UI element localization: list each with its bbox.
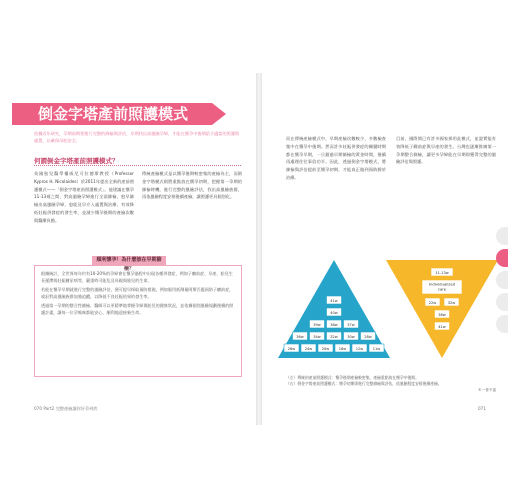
week-label: 11w — [372, 346, 381, 351]
week-label: 36w — [296, 334, 304, 339]
infobox-paragraph: 若能在懷孕早期就進行完整的風險評估，便可提早採取預防措施，例如服用低劑量阿斯匹靈預防子癇前症，或針對高風險族群加強追蹤，以降低不良妊娠結果的發生率。 — [41, 287, 234, 299]
side-tab-3[interactable] — [496, 271, 508, 289]
week-label: 36w — [438, 312, 446, 317]
right-page-folio: 071 — [478, 406, 486, 411]
week-label: 32w — [447, 300, 456, 305]
right-page — [262, 73, 508, 425]
week-label: 30w — [347, 334, 355, 339]
individualized-care-label: care — [437, 286, 447, 292]
week-label: 22w — [428, 300, 437, 305]
figure-caption — [286, 375, 496, 393]
side-tab-1[interactable] — [496, 227, 508, 245]
week-label: 34w — [313, 334, 321, 339]
week-label: 41w — [438, 324, 446, 329]
side-tab-4[interactable] — [496, 293, 508, 311]
side-tab-2-active[interactable] — [496, 249, 508, 267]
left-column-a: 英國胎兒醫學權威尼可拉德斯教授（Professor Kypros H. Nicolaides）於2011年提出全新的產前照護模式——「倒金字塔產前照護模式」。他建議在懷孕11-13週之間，對高風險孕婦進行全面篩檢，愈早篩檢出高風險孕婦，愈能及早介入處置與治療，有效降低妊娠併發症的發生率，並減少懷孕後期的產檢次數與醫療負擔。 — [34, 171, 134, 223]
week-label: 24w — [304, 346, 313, 351]
chapter-lead: 依據近年研究，孕期前期要進行完整的篩檢與評估，早期找出高風險孕婦，才能在懷孕中後期給予適當的照護與處置，以確保母胎安全。 — [34, 131, 240, 143]
week-label: 11-13w — [435, 270, 449, 275]
right-column-a: 而在傳統產檢模式中，早期產檢次數較少，多數檢查集中在懷孕中後期。然而許多妊娠併發症的關鍵時期都在懷孕早期，一旦錯過早期篩檢的黃金時間，後續再處理往往事倍功半。因此，透過倒金字塔模式，將篩檢與評估提前至懷孕初期，才能真正做到預防勝於治療。 — [286, 136, 386, 180]
left-page — [12, 73, 256, 425]
week-label: 12w — [355, 346, 364, 351]
infobox — [34, 265, 242, 377]
right-column-b: 目前，國際間已有許多國家採用此模式，並證實能有效降低子癇前症與早產的發生。台灣也逐漸推廣第一孕期整合篩檢，讓更多孕婦能在早期即獲得完整的風險評估與照護。 — [396, 136, 496, 165]
week-label: 26w — [287, 346, 296, 351]
side-tab-5[interactable] — [496, 315, 508, 333]
individualized-care-label: Individualized — [428, 281, 456, 287]
week-label: 37w — [347, 322, 355, 327]
infobox-paragraph: 透過第一孕期的整合性篩檢，醫師可以更精準地掌握孕婦與胎兒的健康狀況，並依據個別風險規劃後續的照護計畫，讓每一位孕媽咪都能安心、順利地迎接新生命。 — [41, 303, 234, 315]
infobox-paragraph: 根據統計，全世界每年約有10-20%的孕婦會在懷孕過程中出現各種併發症，例如子癇前症、早產、胎兒生長遲滯與妊娠糖尿病等，嚴重時可能危及母親與胎兒的生命。 — [41, 271, 233, 283]
week-label: 40w — [330, 310, 338, 315]
caption-credit: ©一者不遠 — [478, 388, 496, 392]
section-divider — [34, 165, 241, 166]
week-label: 38w — [330, 322, 338, 327]
caption-right: （右）倒金字塔產前照護模式：懷孕初期即進行完整篩檢與評估，依風險程度安排後續產檢。 — [286, 381, 442, 386]
section-question: 何謂倒金字塔產前照護模式？ — [34, 157, 119, 165]
week-label: 39w — [313, 322, 321, 327]
week-label: 28w — [364, 334, 372, 339]
left-column-b: 傳統產檢模式是以懷孕後期較密集的產檢為主，而倒金字塔模式則將重點放在懷孕初期，把握第一孕期的篩檢時機，進行完整的風險評估，找出高風險族群，再依風險程度安排後續產檢，讓照護更具個別化。 — [142, 171, 242, 200]
left-page-folio: 070 Part2 完整產檢讓你好孕到底 — [34, 406, 98, 411]
caption-left: （左）傳統的產前照護模式：懷孕後期產檢較密集，產檢重點放在懷孕中後期。 — [286, 375, 419, 380]
chapter-title: 倒金字塔產前照護模式 — [12, 103, 212, 125]
week-label: 41w — [330, 298, 338, 303]
week-label: 16w — [338, 346, 347, 351]
pyramid-diagram — [262, 258, 508, 368]
week-label: 32w — [330, 334, 338, 339]
pyramid-figure — [262, 258, 508, 368]
infobox-tab: 順利懷孕！為什麼該在早期篩檢？ — [92, 256, 166, 265]
week-label: 20w — [321, 346, 330, 351]
